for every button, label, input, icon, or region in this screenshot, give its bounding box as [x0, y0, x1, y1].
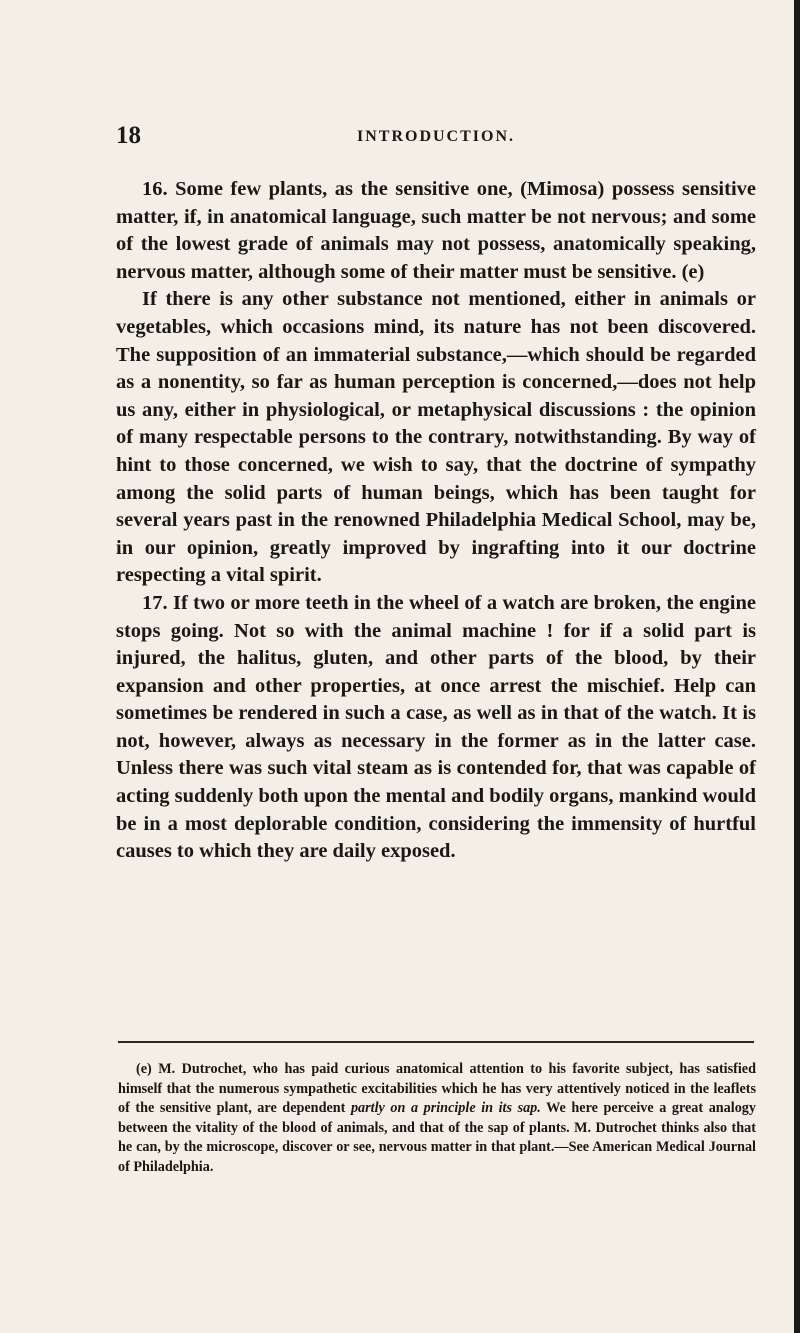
page-number: 18 [116, 122, 141, 149]
footnote [118, 1060, 756, 1178]
page-header [116, 122, 756, 152]
footnote-divider [118, 1041, 754, 1043]
footnote-text-start: (e) M. Dutrochet, who has paid curious anatomical attention to his favorite subject, has satisfied himself that the numerous sympathetic excitabilities which he has very attentively noticed in the leaflets of the sensitive plant, are dependent [118, 1061, 756, 1117]
body-text [116, 176, 756, 866]
paragraph-16: 16. Some few plants, as the sensitive one, (Mimosa) possess sensitive matter, if, in anatomical language, such matter be not nervous; and some of the lowest grade of animals may not possess, anatomically speaking, nervous matter, although some of their matter must be sensitive. (e) [116, 178, 756, 283]
paragraph-16-continued: If there is any other substance not mentioned, either in animals or vegetables, which occasions mind, its nature has not been discovered. The supposition of an immaterial substance,—which should be regarded as a nonentity, so far as human perception is concerned,—does not help us any, either in physiological, or metaphysical discussions : the opinion of many respectable persons to the contrary, notwithstanding. By way of hint to those concerned, we wish to say, that the doctrine of sympathy among the solid parts of human beings, which has been taught for several years past in the renowned Philadelphia Medical School, may be, in our opinion, greatly improved by ingrafting into it our doctrine respecting a vital spirit. [116, 288, 756, 587]
page-edge [794, 0, 800, 1333]
footnote-italic-phrase: partly on a principle in its sap. [350, 1100, 541, 1117]
footnote-e [118, 1060, 756, 1178]
running-head: INTRODUCTION. [356, 128, 515, 145]
footnote-text-end: We here perceive a great analogy between the vitality of the blood of animals, and that of the sap of plants. M. Dutrochet thinks also that he can, by the microscope, discover or see, nervous matter in that plant.—See American Medical Journal of Philadelphia. [118, 1100, 756, 1175]
paragraph-17: 17. If two or more teeth in the wheel of a watch are broken, the engine stops going. Not so with the animal machine ! for if a solid part is injured, the halitus, gluten, and other parts of the blood, by their expansion and other properties, at once arrest the mischief. Help can sometimes be rendered in such a case, as well as in that of the watch. It is not, however, always as necessary in the former as in the latter case. Unless there was such vital steam as is contended for, that was capable of acting suddenly both upon the mental and bodily organs, mankind would be in a most deplorable condition, considering the immensity of hurtful causes to which they are daily exposed. [116, 591, 756, 863]
